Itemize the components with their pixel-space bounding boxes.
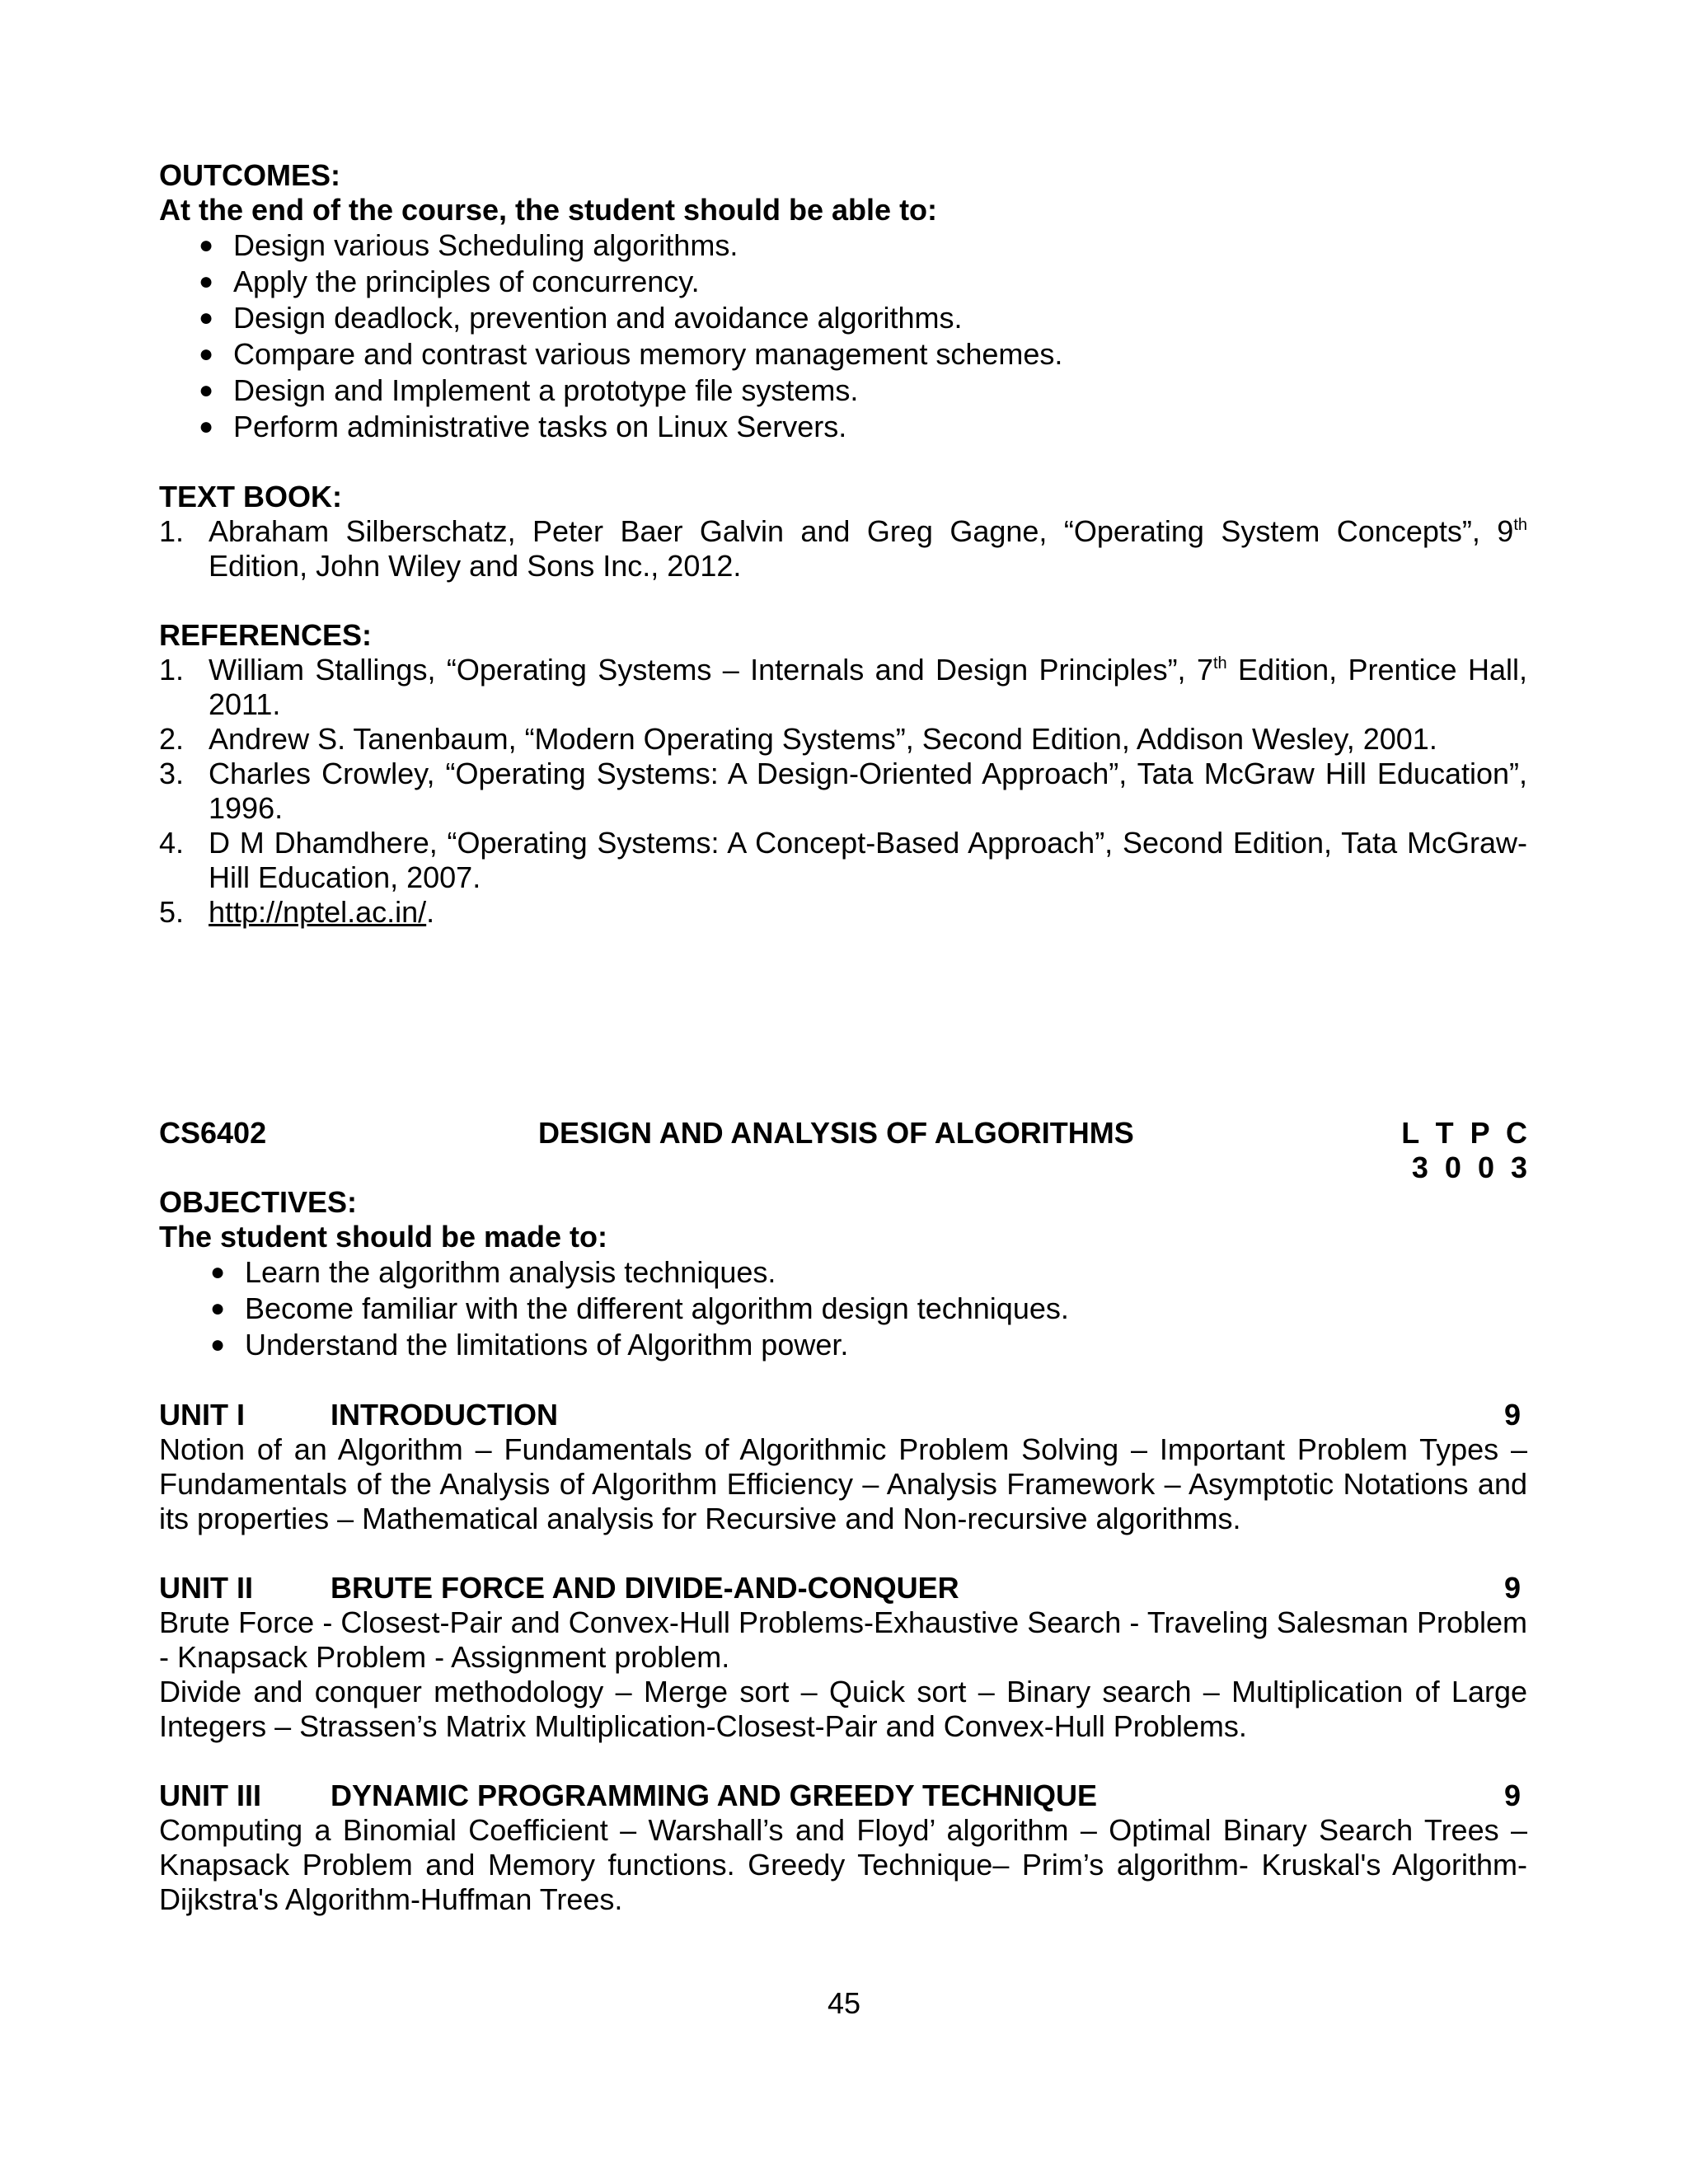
objectives-heading: OBJECTIVES: xyxy=(159,1185,358,1219)
course-title: DESIGN AND ANALYSIS OF ALGORITHMS xyxy=(538,1116,1134,1150)
list-item: 4. D M Dhamdhere, “Operating Systems: A Concept-Based Approach”, Second Edition, Tata McGraw-Hill Education, 2007. xyxy=(159,826,1527,894)
bullet-icon: ● xyxy=(210,1258,226,1286)
unit-hours: 9 xyxy=(1503,1398,1521,1432)
objectives-intro: The student should be made to: xyxy=(159,1220,608,1254)
unit-paragraph: Notion of an Algorithm – Fundamentals of Algorithmic Problem Solving – Important Problem Types – Fundamentals of the Analysis of Algorithm Efficiency – Analysis Framework – Asymptotic Notations and its properties – Mathematical analysis for Recursive and Non-recursive algorithms. xyxy=(159,1432,1527,1535)
list-item: ● Design various Scheduling algorithms. xyxy=(199,228,738,262)
list-item: ● Apply the principles of concurrency. xyxy=(199,265,700,298)
unit-title: DYNAMIC PROGRAMMING AND GREEDY TECHNIQUE xyxy=(331,1779,1098,1812)
unit-title: INTRODUCTION xyxy=(331,1398,558,1432)
objectives-section xyxy=(159,1185,1527,1363)
unit-number: UNIT III xyxy=(159,1779,261,1812)
list-item: 1. William Stallings, “Operating Systems – Internals and Design Principles”, 7th Edition, Prentice Hall, 2011. xyxy=(159,653,1527,721)
unit-paragraph: Divide and conquer methodology – Merge sort – Quick sort – Binary search – Multiplication of Large Integers – Strassen’s Matrix Multiplication-Closest-Pair and Convex-Hull Problems. xyxy=(159,1675,1527,1743)
list-item: ● Learn the algorithm analysis techniques. xyxy=(210,1255,776,1289)
bullet-icon: ● xyxy=(199,232,214,259)
unit-paragraph: Computing a Binomial Coefficient – Warshall’s and Floyd’ algorithm – Optimal Binary Search Trees – Knapsack Problem and Memory functions. Greedy Technique– Prim’s algorithm- Kruskal's Algorithm-Dijkstra's Algorithm-Huffman Trees. xyxy=(159,1813,1527,1916)
text-book-section xyxy=(159,480,1527,583)
list-item: ● Become familiar with the different algorithm design techniques. xyxy=(210,1291,1069,1325)
references-section xyxy=(159,618,1527,930)
bullet-icon: ● xyxy=(199,377,214,404)
document-page xyxy=(159,158,1527,1917)
course-code: CS6402 xyxy=(159,1116,267,1150)
unit-section xyxy=(159,1398,1527,1536)
list-item: ● Perform administrative tasks on Linux Servers. xyxy=(199,410,847,443)
unit-section xyxy=(159,1779,1527,1917)
bullet-icon: ● xyxy=(199,304,214,331)
text-book-heading: TEXT BOOK: xyxy=(159,480,342,513)
unit-section xyxy=(159,1571,1527,1744)
objectives-list xyxy=(159,1254,1527,1363)
unit-hours: 9 xyxy=(1503,1571,1521,1605)
list-item: 5. http://nptel.ac.in/. xyxy=(159,895,435,929)
unit-title: BRUTE FORCE AND DIVIDE-AND-CONQUER xyxy=(331,1571,959,1605)
list-item: 3. Charles Crowley, “Operating Systems: A Design-Oriented Approach”, Tata McGraw Hill Education”, 1996. xyxy=(159,757,1527,825)
bullet-icon: ● xyxy=(210,1331,226,1358)
unit-hours: 9 xyxy=(1503,1779,1521,1812)
list-item: ● Design deadlock, prevention and avoidance algorithms. xyxy=(199,301,963,335)
list-item: 1. Abraham Silberschatz, Peter Baer Galvin and Greg Gagne, “Operating System Concepts”, 9th Edition, John Wiley and Sons Inc., 2012. xyxy=(159,514,1527,583)
references-list xyxy=(159,653,1527,930)
unit-heading xyxy=(159,1398,1527,1432)
unit-heading xyxy=(159,1779,1527,1813)
references-heading: REFERENCES: xyxy=(159,618,373,652)
bullet-icon: ● xyxy=(199,340,214,368)
outcomes-section xyxy=(159,158,1527,445)
ltpc-values: 3 0 0 3 xyxy=(1411,1151,1527,1184)
page-number: 45 xyxy=(827,1986,861,2020)
bullet-icon: ● xyxy=(210,1295,226,1322)
list-item: ● Design and Implement a prototype file systems. xyxy=(199,373,859,407)
bullet-icon: ● xyxy=(199,413,214,440)
unit-paragraph: Brute Force - Closest-Pair and Convex-Hull Problems-Exhaustive Search - Traveling Salesman Problem - Knapsack Problem - Assignment problem. xyxy=(159,1605,1527,1674)
list-item: 2. Andrew S. Tanenbaum, “Modern Operating Systems”, Second Edition, Addison Wesley, 2001. xyxy=(159,722,1437,756)
text-book-list xyxy=(159,514,1527,583)
bullet-icon: ● xyxy=(199,268,214,295)
unit-number: UNIT II xyxy=(159,1571,253,1605)
ltpc-label: L T P C xyxy=(1401,1116,1527,1150)
unit-number: UNIT I xyxy=(159,1398,245,1432)
nptel-link[interactable]: http://nptel.ac.in/ xyxy=(209,895,427,929)
outcomes-heading: OUTCOMES: xyxy=(159,158,340,192)
course-header xyxy=(159,1116,1527,1185)
unit-heading xyxy=(159,1571,1527,1605)
outcomes-intro: At the end of the course, the student should be able to: xyxy=(159,193,938,227)
list-item: ● Compare and contrast various memory management schemes. xyxy=(199,337,1063,371)
list-item: ● Understand the limitations of Algorithm power. xyxy=(210,1328,849,1361)
outcomes-list xyxy=(159,227,1527,445)
